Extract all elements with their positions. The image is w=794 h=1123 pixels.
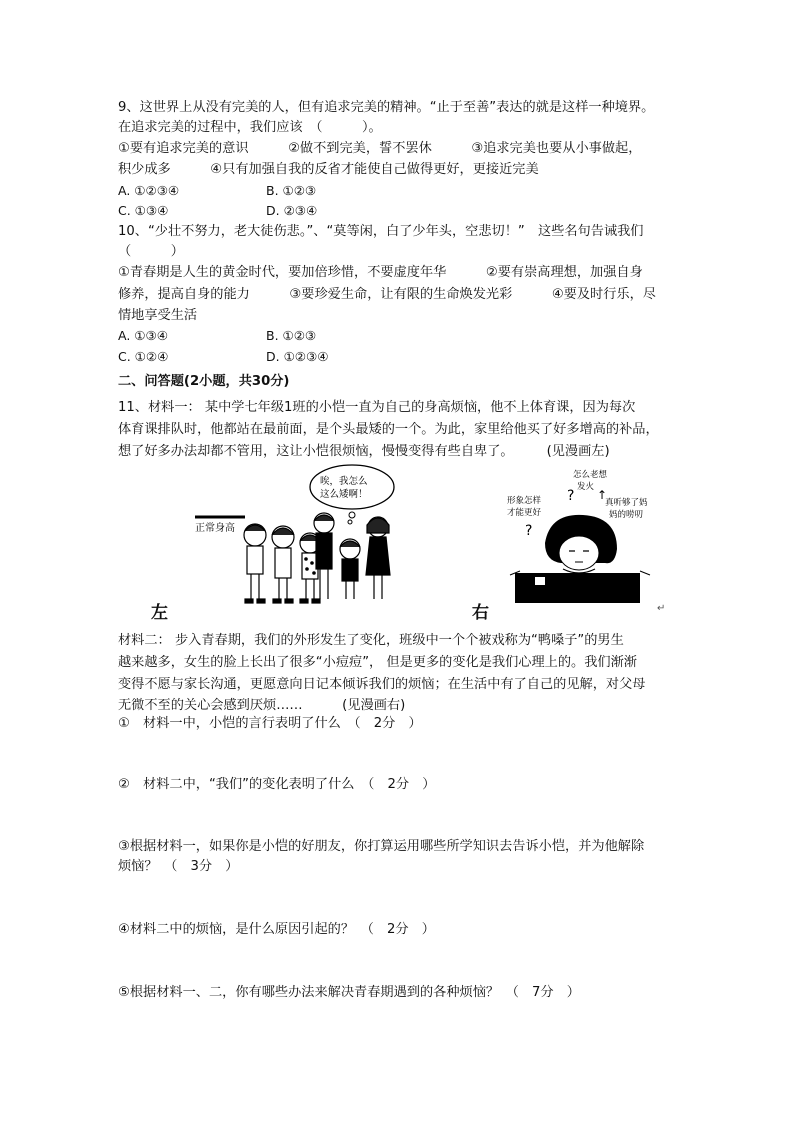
q10-stem-line2: （ ）: [118, 244, 184, 259]
material2-line3: 变得不愿与家长沟通，更愿意向日记本倾诉我们的烦恼；在生活中有了自己的见解，对父母: [118, 677, 646, 692]
thought-text-2a: 怎么老想: [573, 470, 608, 480]
kid-5-xiaokai: [340, 539, 360, 599]
q9-stem-line2: 在追求完美的过程中，我们应该 （ ）。: [118, 120, 382, 135]
q10-option-a: A. ①③④: [118, 328, 168, 343]
q10-option-b: B. ①②③: [266, 328, 317, 343]
subquestion-2: ② 材料二中，“我们”的变化表明了什么 （ 2分 ）: [118, 777, 436, 792]
kid-2: [272, 526, 294, 603]
kid-1: [244, 524, 266, 603]
thought-text-2b: 发火: [577, 482, 595, 492]
arrow-icon: ↑: [597, 488, 608, 502]
q11-material1-line1: 11、材料一： 某中学七年级1班的小恺一直为自己的身高烦恼，他不上体育课，因为每次: [118, 400, 636, 415]
q11-material1-line3: 想了好多办法却都不管用，这让小恺很烦恼，慢慢变得有些自卑了。 (见漫画左): [118, 444, 610, 459]
q10-choice-line2: 修养，提高自身的能力 ③要珍爱生命，让有限的生命焕发光彩 ④要及时行乐，尽: [118, 287, 656, 302]
q9-option-d: D. ②③④: [266, 203, 318, 218]
subquestion-5: ⑤根据材料一、二，你有哪些办法来解决青春期遇到的各种烦恼？ （ 7分 ）: [118, 985, 580, 1000]
subquestion-3-line2: 烦恼？ （ 3分 ）: [118, 859, 239, 874]
subquestion-4: ④材料二中的烦恼，是什么原因引起的？ （ 2分 ）: [118, 922, 435, 937]
caption-left: 左: [151, 603, 168, 623]
q9-stem-line1: 9、这世界上从没有完美的人，但有追求完美的精神。“止于至善”表达的就是这样一种境界。: [118, 100, 655, 115]
q9-choice-line1: ①要有追求完美的意识 ②做不到完美，誓不罢休 ③追求完美也要从小事做起，: [118, 141, 642, 156]
q9-option-c: C. ①③④: [118, 203, 169, 218]
question-mark-icon: ?: [567, 488, 575, 504]
q11-material1-line2: 体育课排队时，他都站在最前面，是个头最矮的一个。为此，家里给他买了好多增高的补品，: [118, 422, 659, 437]
material2-line2: 越来越多，女生的脸上长出了很多“小痘痘”， 但是更多的变化是我们心理上的。我们渐渐: [118, 655, 637, 670]
q10-option-d: D. ①②③④: [266, 349, 329, 364]
thought-text-1a: 形象怎样: [507, 496, 542, 506]
q9-option-a: A. ①②③④: [118, 183, 180, 198]
subquestion-3-line1: ③根据材料一，如果你是小恺的好朋友，你打算运用哪些所学知识去告诉小恺，并为他解除: [118, 839, 645, 854]
section-title: 二、问答题(2小题，共30分): [118, 374, 290, 389]
material2-line1: 材料二： 步入青春期，我们的外形发生了变化，班级中一个个被戏称为“鸭嗓子”的男生: [118, 633, 624, 648]
bubble-text-2: 这么矮啊！: [320, 489, 368, 500]
subquestion-1: ① 材料一中，小恺的言行表明了什么 （ 2分 ）: [118, 716, 422, 731]
question-mark-icon: ?: [525, 523, 533, 539]
kid-4: [314, 513, 334, 599]
bubble-text-1: 唉，我怎么: [320, 476, 368, 487]
return-mark-icon: ↵: [657, 603, 666, 614]
q9-option-b: B. ①②③: [266, 183, 317, 198]
kid-6: [366, 517, 390, 599]
caption-right: 右: [472, 603, 489, 623]
q10-choice-line3: 情地享受生活: [118, 308, 198, 323]
q10-option-c: C. ①②④: [118, 349, 169, 364]
q10-choice-line1: ①青春期是人生的黄金时代，要加倍珍惜，不要虚度年华 ②要有崇高理想，加强自身: [118, 265, 643, 280]
q9-choice-line2: 积少成多 ④只有加强自我的反省才能使自己做得更好，更接近完美: [118, 162, 539, 177]
thought-text-1b: 才能更好: [507, 508, 542, 518]
thought-text-3a: 真听够了妈: [605, 498, 648, 508]
thought-text-3b: 妈的唠叨: [609, 510, 644, 520]
cartoon-right: [505, 465, 660, 610]
material2-line4: 无微不至的关心会感到厌烦…… (见漫画右): [118, 698, 406, 713]
normal-height-label: 正常身高: [195, 523, 235, 534]
q10-stem-line1: 10、“少壮不努力，老大徒伤悲。”、“莫等闲，白了少年头，空悲切！” 这些名句告诫我们: [118, 224, 644, 239]
cartoon-left: [190, 463, 400, 609]
